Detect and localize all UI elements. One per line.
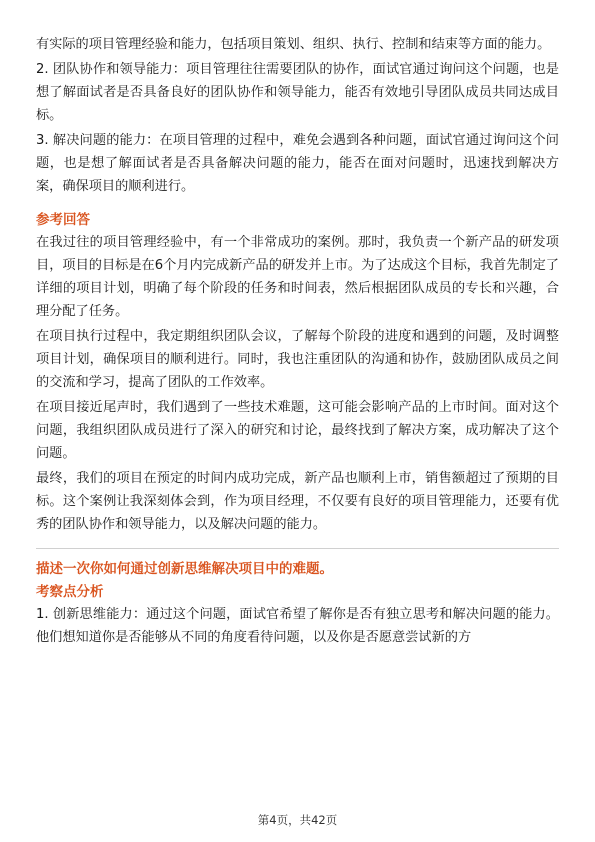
paragraph-teamwork: 2. 团队协作和领导能力：项目管理往往需要团队的协作，面试官通过询问这个问题，也是想了解面试者是否具备良好的团队协作和领导能力，能否有效地引导团队成员共同达成目标。	[36, 62, 559, 123]
page-content	[36, 33, 559, 649]
question-title: 描述一次你如何通过创新思维解决项目中的难题。	[36, 561, 333, 577]
section-divider	[36, 548, 559, 549]
reference-paragraph-3: 在项目接近尾声时，我们遇到了一些技术难题，这可能会影响产品的上市时间。面对这个问题，我组织团队成员进行了深入的研究和讨论，最终找到了解决方案，成功解决了这个问题。	[36, 400, 559, 461]
reference-paragraph-4: 最终，我们的项目在预定的时间内成功完成，新产品也顺利上市，销售额超过了预期的目标。这个案例让我深刻体会到，作为项目经理，不仅要有良好的项目管理能力，还要有优秀的团队协作和领导能力，以及解决问题的能力。	[36, 471, 559, 532]
analysis-heading: 考察点分析	[36, 584, 104, 600]
analysis-paragraph-1: 1. 创新思维能力：通过这个问题，面试官希望了解你是否有独立思考和解决问题的能力。他们想知道你是否能够从不同的角度看待问题，以及你是否愿意尝试新的方	[36, 607, 559, 645]
reference-answer-heading: 参考回答	[36, 212, 90, 228]
reference-paragraph-1: 在我过往的项目管理经验中，有一个非常成功的案例。那时，我负责一个新产品的研发项目，项目的目标是在6个月内完成新产品的研发并上市。为了达成这个目标，我首先制定了详细的项目计划，明确了每个阶段的任务和时间表，然后根据团队成员的专长和兴趣，合理分配了任务。	[36, 235, 559, 319]
page-footer: 第4页，共42页	[257, 813, 338, 827]
reference-paragraph-2: 在项目执行过程中，我定期组织团队会议，了解每个阶段的进度和遇到的问题，及时调整项目计划，确保项目的顺利进行。同时，我也注重团队的沟通和协作，鼓励团队成员之间的交流和学习，提高了团队的工作效率。	[36, 329, 559, 390]
paragraph-continuation: 有实际的项目管理经验和能力，包括项目策划、组织、执行、控制和结束等方面的能力。	[36, 37, 551, 52]
paragraph-problem-solving: 3. 解决问题的能力：在项目管理的过程中，难免会遇到各种问题，面试官通过询问这个问题，也是想了解面试者是否具备解决问题的能力，能否在面对问题时，迅速找到解决方案，确保项目的顺利进行。	[36, 133, 559, 194]
